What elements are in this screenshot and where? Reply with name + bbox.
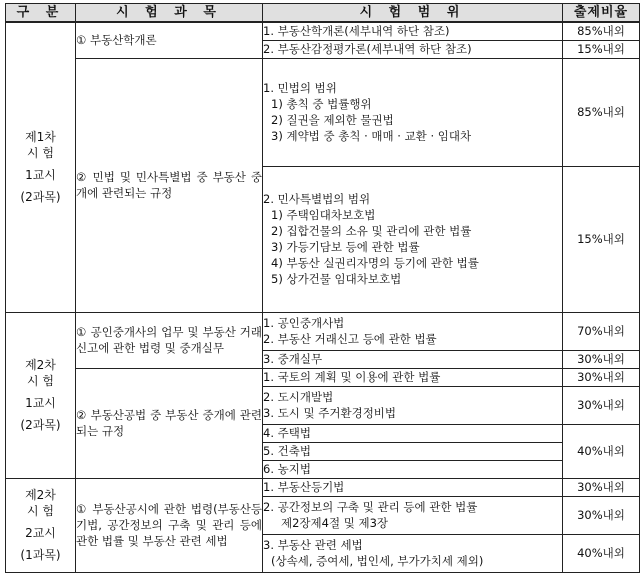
rate-cell: 40%내외 bbox=[563, 534, 640, 572]
scope-item: 2. 부동산감정평가론(세부내역 하단 참조) bbox=[263, 40, 563, 58]
rate-cell: 30%내외 bbox=[563, 386, 640, 424]
scope-special-civil-law: 2. 민사특별법의 범위 1) 주택임대차보호법 2) 집합건물의 소유 및 관리에 관한 법률 3) 가등기담보 등에 관한 법률 4) 부동산 실권리자명의 등기에 관한 법률 5) 상가건물 임대차보호법 bbox=[263, 166, 563, 312]
exam-scope-table bbox=[5, 3, 640, 573]
scope-civil-law: 1. 민법의 범위 1) 총칙 중 법률행위 2) 질권을 제외한 물권법 3) 계약법 중 총칙 · 매매 · 교환 · 임대차 bbox=[263, 58, 563, 166]
rate-cell: 70%내외 bbox=[563, 312, 640, 350]
scope-item: 1. 부동산학개론(세부내역 하단 참조) bbox=[263, 22, 563, 40]
scope-item: 5. 건축법 bbox=[263, 442, 563, 460]
scope-spatial-info: 2. 공간정보의 구축 및 관리 등에 관한 법률 제2장제4절 및 제3장 bbox=[263, 496, 563, 534]
header-category: 구 분 bbox=[6, 4, 76, 23]
group-first-exam: 제1차 시 험 1교시 (2과목) bbox=[6, 22, 76, 312]
scope-item: 6. 농지법 bbox=[263, 460, 563, 478]
scope-urban-law: 2. 도시개발법 3. 도시 및 주거환경정비법 bbox=[263, 386, 563, 424]
header-scope: 시 험 범 위 bbox=[263, 4, 563, 23]
rate-cell: 15%내외 bbox=[563, 40, 640, 58]
scope-item: 4. 주택법 bbox=[263, 424, 563, 442]
rate-cell: 30%내외 bbox=[563, 368, 640, 386]
rate-cell: 40%내외 bbox=[563, 424, 640, 478]
subject-registration-tax: ① 부동산공시에 관한 법령(부동산등기법, 공간정보의 구축 및 관리 등에 관한 법률 및 부동산 관련 세법 bbox=[76, 478, 263, 572]
subject-real-estate-intro: ① 부동산학개론 bbox=[76, 22, 263, 58]
group-second-exam-2: 제2차 시 험 2교시 (1과목) bbox=[6, 478, 76, 572]
scope-item: 3. 중개실무 bbox=[263, 350, 563, 368]
rate-cell: 15%내외 bbox=[563, 166, 640, 312]
subject-broker-practice: ① 공인중개사의 업무 및 부동산 거래신고에 관한 법령 및 중개실무 bbox=[76, 312, 263, 368]
rate-cell: 30%내외 bbox=[563, 350, 640, 368]
subject-civil-law: ② 민법 및 민사특별법 중 부동산 중개에 관련되는 규정 bbox=[76, 58, 263, 312]
scope-item: 1. 국토의 계획 및 이용에 관한 법률 bbox=[263, 368, 563, 386]
group-second-exam-1: 제2차 시 험 1교시 (2과목) bbox=[6, 312, 76, 478]
rate-cell: 85%내외 bbox=[563, 22, 640, 40]
scope-broker-law: 1. 공인중개사법 2. 부동산 거래신고 등에 관한 법률 bbox=[263, 312, 563, 350]
header-rate: 출제비율 bbox=[563, 4, 640, 23]
scope-tax-law: 3. 부동산 관련 세법 (상속세, 증여세, 법인세, 부가가치세 제외) bbox=[263, 534, 563, 572]
subject-public-law: ② 부동산공법 중 부동산 중개에 관련되는 규정 bbox=[76, 368, 263, 478]
rate-cell: 30%내외 bbox=[563, 478, 640, 496]
scope-item: 1. 부동산등기법 bbox=[263, 478, 563, 496]
header-subject: 시 험 과 목 bbox=[76, 4, 263, 23]
rate-cell: 30%내외 bbox=[563, 496, 640, 534]
rate-cell: 85%내외 bbox=[563, 58, 640, 166]
